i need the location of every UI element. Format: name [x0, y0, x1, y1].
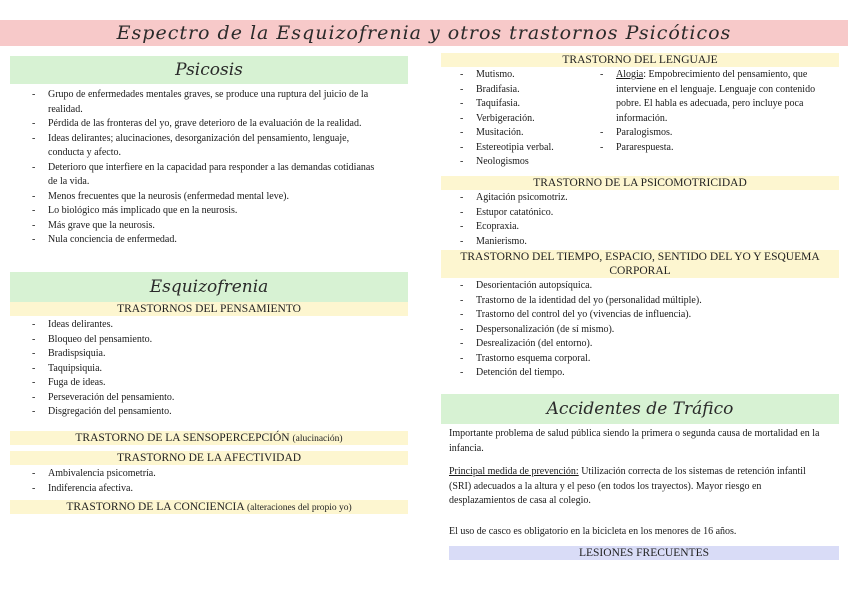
conciencia-note: (alteraciones del propio yo) — [246, 503, 352, 513]
sensopercepcion-title: TRASTORNO DE LA SENSOPERCEPCIÓN — [75, 432, 290, 444]
list-item: - Despersonalización (de sí mismo). — [460, 323, 830, 338]
prevencion-label: Principal medida de prevención: — [449, 466, 579, 477]
psicomotricidad-list — [460, 191, 820, 249]
list-item: - Desorientación autopsíquica. — [460, 279, 830, 294]
prevencion-text: Utilización correcta de los sistemas de retención infantil (SRI) adecuados a la altura y el peso (en todos los trayectos). Mayor riesgo en desplazamientos de casa al colegio. — [449, 466, 806, 506]
list-item: - Trastorno esquema corporal. — [460, 352, 830, 367]
lesiones-heading: LESIONES FRECUENTES — [449, 546, 839, 560]
list-item: - Lo biológico más implicado que en la neurosis. — [32, 204, 384, 219]
psicomotricidad-heading: TRASTORNO DE LA PSICOMOTRICIDAD — [441, 176, 839, 190]
lenguaje-heading: TRASTORNO DEL LENGUAJE — [441, 53, 839, 67]
list-item: - Taquipsiquia. — [32, 362, 384, 377]
esquizofrenia-heading: Esquizofrenia — [10, 272, 408, 302]
page-title: Espectro de la Esquizofrenia y otros trastornos Psicóticos — [116, 22, 732, 44]
list-item: - Ideas delirantes; alucinaciones, desorganización del pensamiento, lenguaje, conducta y afecto. — [32, 132, 384, 161]
list-item: - Trastorno de la identidad del yo (personalidad múltiple). — [460, 294, 830, 309]
list-item: - Verbigeración. — [460, 112, 600, 127]
lenguaje-list-right — [600, 68, 826, 155]
list-item: - Nula conciencia de enfermedad. — [32, 233, 384, 248]
list-item: - Bloqueo del pensamiento. — [32, 333, 384, 348]
list-item: - Estereotipia verbal. — [460, 141, 600, 156]
list-item: - Taquifasia. — [460, 97, 600, 112]
conciencia-heading — [10, 500, 408, 514]
accidentes-para3: El uso de casco es obligatorio en la bicicleta en los menores de 16 años. — [449, 526, 737, 537]
list-item: - Paralogismos. — [600, 126, 826, 141]
alogia-text: : Empobrecimiento del pensamiento, que interviene en el lenguaje. Lenguaje con contenido pobre. El habla es adecuada, pero incluye poca información. — [616, 69, 816, 124]
pensamiento-list — [32, 318, 384, 420]
list-item: - Perseveración del pensamiento. — [32, 391, 384, 406]
accidentes-para1: Importante problema de salud pública siendo la primera o segunda causa de mortalidad en la infancia. — [449, 428, 820, 454]
list-item: - Disgregación del pensamiento. — [32, 405, 384, 420]
list-item: - Ambivalencia psicometría. — [32, 467, 384, 482]
list-item: - Más grave que la neurosis. — [32, 219, 384, 234]
psicosis-heading: Psicosis — [10, 56, 408, 84]
psicosis-list — [32, 88, 384, 248]
list-item: - Estupor catatónico. — [460, 206, 820, 221]
conciencia-title: TRASTORNO DE LA CONCIENCIA — [66, 501, 245, 513]
afectividad-heading: TRASTORNO DE LA AFECTIVIDAD — [10, 451, 408, 465]
alogia-term: Alogia — [616, 69, 644, 80]
list-item: - Menos frecuentes que la neurosis (enfermedad mental leve). — [32, 190, 384, 205]
afectividad-list — [32, 467, 384, 496]
list-item: - Pérdida de las fronteras del yo, grave deterioro de la evaluación de la realidad. — [32, 117, 384, 132]
list-item: - Agitación psicomotriz. — [460, 191, 820, 206]
list-item: - Neologismos — [460, 155, 600, 170]
list-item: - Deterioro que interfiere en la capacidad para responder a las demandas cotidianas de la vida. — [32, 161, 384, 190]
list-item: - Detención del tiempo. — [460, 366, 830, 381]
list-item: - Bradispsiquia. — [32, 347, 384, 362]
tiempo-list — [460, 279, 830, 381]
pensamiento-heading: TRASTORNOS DEL PENSAMIENTO — [10, 302, 408, 316]
list-item: - Desrealización (del entorno). — [460, 337, 830, 352]
list-item: - Indiferencia afectiva. — [32, 482, 384, 497]
accidentes-para2 — [449, 465, 829, 509]
list-item: - Pararespuesta. — [600, 141, 826, 156]
list-item: - Grupo de enfermedades mentales graves, se produce una ruptura del juicio de la realidad. — [32, 88, 384, 117]
accidentes-heading: Accidentes de Tráfico — [441, 394, 839, 424]
sensopercepcion-note: (alucinación) — [292, 434, 343, 444]
list-item: - Trastorno del control del yo (vivencias de influencia). — [460, 308, 830, 323]
list-item: - Ideas delirantes. — [32, 318, 384, 333]
lenguaje-list-left — [460, 68, 600, 170]
list-item: - Fuga de ideas. — [32, 376, 384, 391]
list-item: - Musitación. — [460, 126, 600, 141]
list-item: - Mutismo. — [460, 68, 600, 83]
list-item: - Manierismo. — [460, 235, 820, 250]
tiempo-heading: TRASTORNO DEL TIEMPO, ESPACIO, SENTIDO DEL YO Y ESQUEMA CORPORAL — [441, 250, 839, 278]
list-item: - Ecopraxia. — [460, 220, 820, 235]
sensopercepcion-heading — [10, 431, 408, 445]
alogia-item — [600, 68, 826, 126]
list-item: - Bradifasia. — [460, 83, 600, 98]
